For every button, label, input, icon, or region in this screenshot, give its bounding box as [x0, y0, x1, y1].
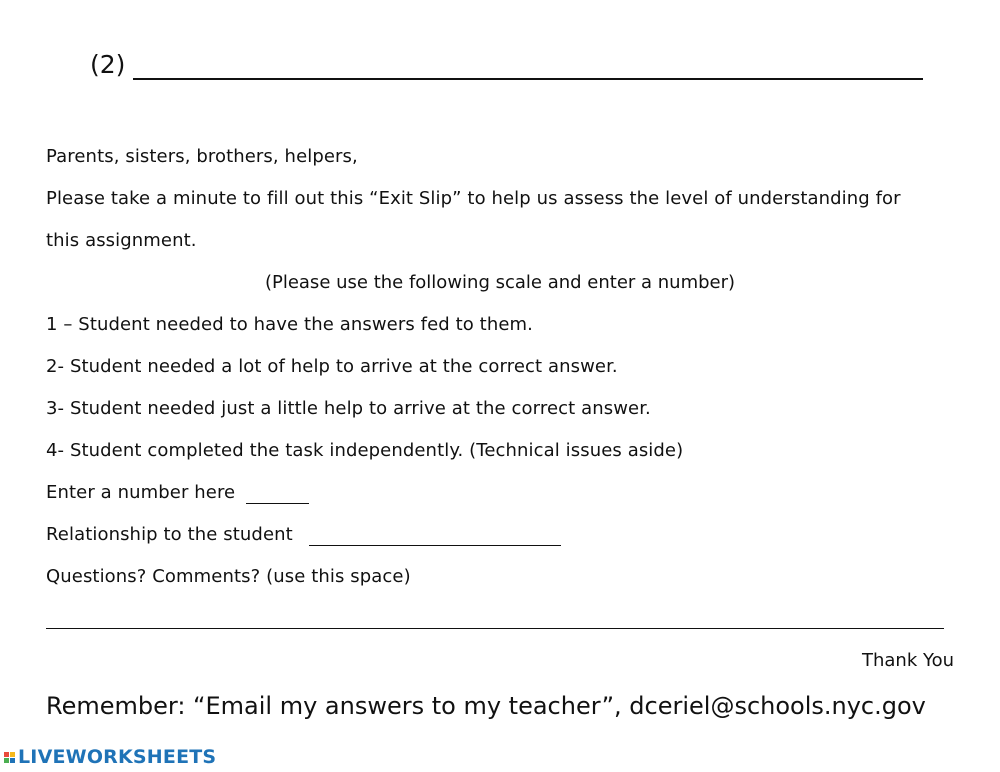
relationship-label: Relationship to the student [46, 524, 293, 545]
liveworksheets-logo [4, 746, 216, 768]
intro-line-1: Please take a minute to fill out this “Exit Slip” to help us assess the level of understanding for [46, 188, 901, 209]
scale-item-3: 3- Student needed just a little help to arrive at the correct answer. [46, 398, 651, 419]
answer-2-field[interactable] [133, 50, 923, 80]
scale-item-1: 1 – Student needed to have the answers fed to them. [46, 314, 533, 335]
thank-you-text: Thank You [861, 650, 954, 671]
greeting-text: Parents, sisters, brothers, helpers, [46, 146, 358, 167]
number-input[interactable] [246, 481, 309, 504]
scale-item-2: 2- Student needed a lot of help to arrive at the correct answer. [46, 356, 618, 377]
questions-label: Questions? Comments? (use this space) [46, 566, 411, 587]
logo-squares-icon [4, 752, 15, 763]
scale-item-4: 4- Student completed the task independently. (Technical issues aside) [46, 440, 684, 461]
item-number: (2) [90, 50, 126, 79]
relationship-input[interactable] [309, 523, 561, 546]
reminder-text: Remember: “Email my answers to my teacher”, dceriel@schools.nyc.gov [46, 692, 926, 720]
scale-instruction: (Please use the following scale and enter a number) [264, 272, 736, 293]
intro-line-2: this assignment. [46, 230, 197, 251]
number-label: Enter a number here [46, 482, 236, 503]
logo-text: LIVEWORKSHEETS [18, 746, 217, 768]
comments-input[interactable] [46, 604, 944, 629]
